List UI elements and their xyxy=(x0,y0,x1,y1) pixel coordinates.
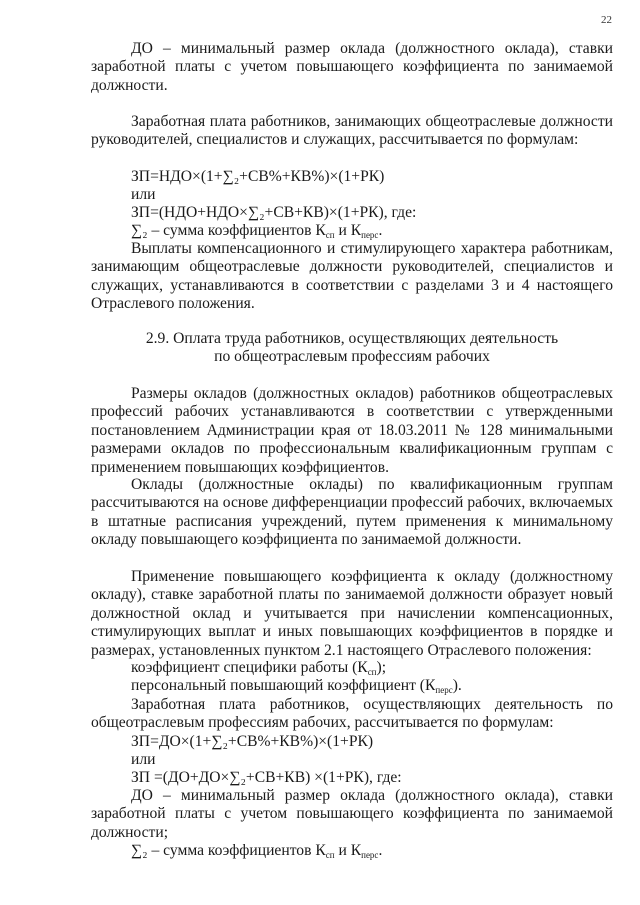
formula-3: ЗП=ДО×(1+∑₂+СВ%+КВ%)×(1+РК) xyxy=(131,733,374,750)
paragraph-salary-sizes: Размеры окладов (должностных окладов) работников общеотраслевых профессий рабочих устанавливаются в соответствии с утвержденными постановлением Администрации края от 18.03.2011 № 128 минимальными размерами окладов по профессиональным квалификационным группам с применением повышающих коэффициентов. xyxy=(91,385,613,476)
paragraph-compensation-payments: Выплаты компенсационного и стимулирующего характера работникам, занимающим общеотраслевые должности руководителей, специалистов и служащих, устанавливаются в соответствии с разделами 3 и 4 настоящего Отраслевого положения. xyxy=(91,240,613,313)
formula-2: ЗП=(НДО+НДО×∑₂+СВ+КВ)×(1+РК), где: xyxy=(131,204,417,221)
section-heading-line-1: 2.9. Оплата труда работников, осуществляющих деятельность xyxy=(145,330,559,347)
paragraph-do-definition-2: ДО – минимальный размер оклада (должностного оклада), ставки заработной платы с учетом повышающего коэффициента по занимаемой должности; xyxy=(91,787,613,841)
formula-4: ЗП =(ДО+ДО×∑₂+СВ+КВ) ×(1+РК), где: xyxy=(131,769,402,786)
paragraph-workers-salary-formulas: Заработная плата работников, осуществляющих деятельность по общеотраслевым профессиям рабочих, рассчитывается по формулам: xyxy=(91,696,613,732)
section-heading-line-2: по общеотраслевым профессиям рабочих xyxy=(214,348,490,365)
formula-or-1: или xyxy=(131,186,156,203)
paragraph-do-definition: ДО – минимальный размер оклада (должностного оклада), ставки заработной платы с учетом повышающего коэффициента по занимаемой должности. xyxy=(91,40,613,94)
sum-coefficients-line: ∑₂ – сумма коэффициентов $К_{сп}$ и $К_{перс}$. xyxy=(131,222,383,240)
paragraph-salary-formulas-intro: Заработная плата работников, занимающих общеотраслевые должности руководителей, специалистов и служащих, рассчитывается по формулам: xyxy=(91,113,613,149)
paragraph-salaries-by-group: Оклады (должностные оклады) по квалификационным группам рассчитываются на основе дифференциации профессий рабочих, включаемых в штатные расписания учреждений, путем применения к минимальному окладу повышающего коэффициента по занимаемой должности. xyxy=(91,476,613,549)
paragraph-coefficient-application: Применение повышающего коэффициента к окладу (должностному окладу), ставке заработной платы по занимаемой должности образует новый должностной оклад и учитывается при начислении компенсационных, стимулирующих выплат и иных повышающих коэффициентов в порядке и размерах, установленных пунктом 2.1 настоящего Отраслевого положения: xyxy=(91,568,613,659)
sum-coefficients-line-2: ∑₂ – сумма коэффициентов $К_{сп}$ и $К_{перс}$. xyxy=(131,842,383,860)
formula-or-2: или xyxy=(131,751,156,768)
coefficient-specifics-line: коэффициент специфики работы $(К_{сп})$; xyxy=(131,659,387,677)
coefficient-personal-line: персональный повышающий коэффициент $(К_{перс})$. xyxy=(131,677,462,695)
formula-1: ЗП=НДО×(1+∑₂+СВ%+КВ%)×(1+РК) xyxy=(131,168,385,185)
page-number: 22 xyxy=(601,14,612,26)
